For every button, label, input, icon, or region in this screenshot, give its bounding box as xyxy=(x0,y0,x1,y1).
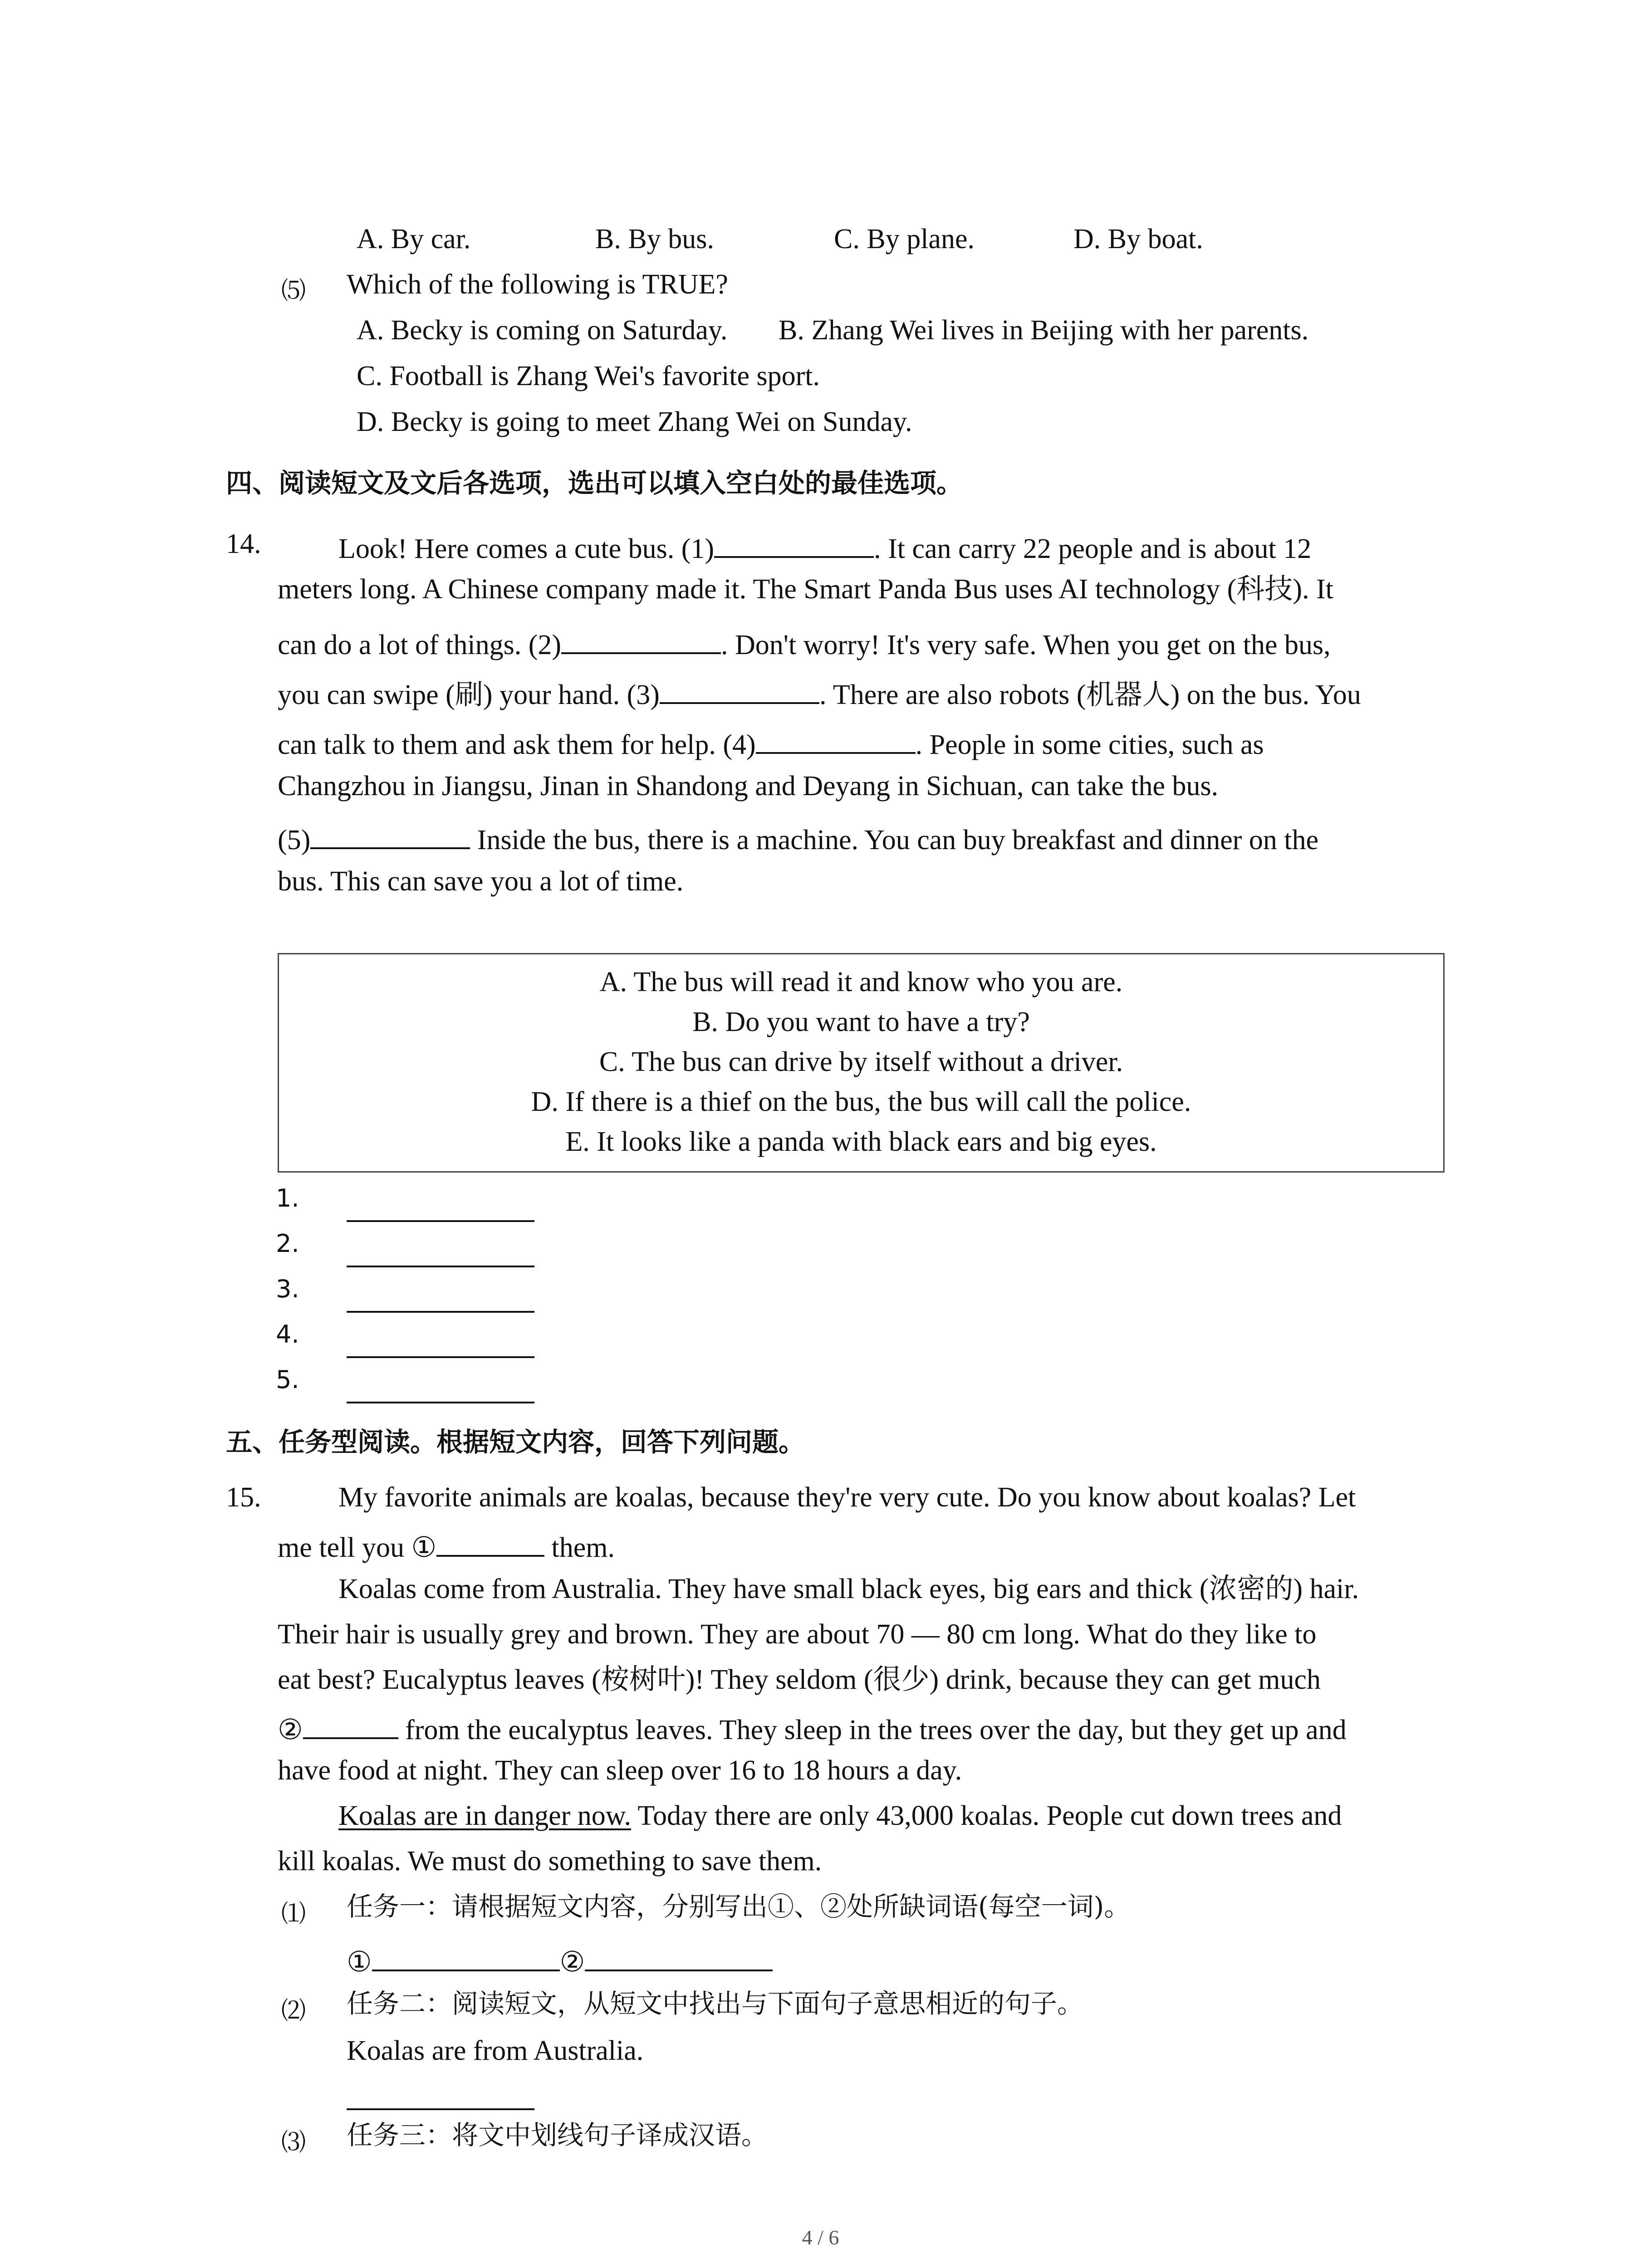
option-a: A. By car. xyxy=(357,224,471,254)
passage-line: bus. This can save you a lot of time. xyxy=(278,866,684,897)
option-d: D. By boat. xyxy=(1073,224,1203,254)
option-b: B. Zhang Wei lives in Beijing with her parents. xyxy=(779,315,1309,346)
question-text: Which of the following is TRUE? xyxy=(347,269,728,300)
blank-1[interactable] xyxy=(436,1529,544,1557)
section-heading: 五、任务型阅读。根据短文内容，回答下列问题。 xyxy=(226,1427,805,1457)
passage-line: My favorite animals are koalas, because they're very cute. Do you know about koalas? Let xyxy=(338,1482,1356,1513)
answer-line-5[interactable] xyxy=(347,1402,534,1403)
option-d: D. Becky is going to meet Zhang Wei on Sunday. xyxy=(357,406,912,437)
task-2-instruction: 任务二：阅读短文，从短文中找出与下面句子意思相近的句子。 xyxy=(347,1988,1084,2019)
option-b: B. By bus. xyxy=(595,224,714,254)
passage-line: (5) Inside the bus, there is a machine. You can buy breakfast and dinner on the xyxy=(278,821,1318,854)
option-c: C. By plane. xyxy=(834,224,975,254)
option-d: D. If there is a thief on the bus, the bus will call the police. xyxy=(531,1086,1191,1117)
passage-line: me tell you ① them. xyxy=(278,1529,615,1562)
answer-line-1[interactable] xyxy=(347,1220,534,1222)
task-number: ⑶ xyxy=(281,2128,306,2156)
option-a: A. Becky is coming on Saturday. xyxy=(357,315,728,346)
blank-2[interactable] xyxy=(561,626,721,654)
passage-line: Look! Here comes a cute bus. (1) . It can carry 22 people and is about 12 xyxy=(338,530,1311,563)
answer-number: 3. xyxy=(276,1275,299,1303)
option-b: B. Do you want to have a try? xyxy=(692,1007,1030,1037)
task-1-answers: ① ② xyxy=(347,1943,773,1976)
task-2-answer-line[interactable] xyxy=(347,2108,534,2110)
underlined-sentence: Koalas are in danger now. xyxy=(338,1800,632,1831)
option-e: E. It looks like a panda with black ears and big eyes. xyxy=(565,1126,1157,1157)
passage-line: Changzhou in Jiangsu, Jinan in Shandong and Deyang in Sichuan, can take the bus. xyxy=(278,771,1219,802)
passage-line: Koalas come from Australia. They have small black eyes, big ears and thick (浓密的) hair. xyxy=(338,1574,1359,1604)
answer-number: 2. xyxy=(276,1229,299,1258)
blank-1[interactable] xyxy=(714,530,874,558)
passage-line: Their hair is usually grey and brown. They are about 70 — 80 cm long. What do they like to xyxy=(278,1619,1317,1650)
task-number: ⑵ xyxy=(281,1996,306,2025)
task-2-sentence: Koalas are from Australia. xyxy=(347,2035,644,2066)
options-box xyxy=(278,953,1445,1173)
passage-line: eat best? Eucalyptus leaves (桉树叶)! They seldom (很少) drink, because they can get much xyxy=(278,1664,1321,1695)
answer-blank-1[interactable] xyxy=(372,1943,560,1971)
answer-number: 4. xyxy=(276,1320,299,1349)
passage-line: meters long. A Chinese company made it. The Smart Panda Bus uses AI technology (科技). It xyxy=(278,574,1333,605)
option-a: A. The bus will read it and know who you are. xyxy=(599,967,1123,997)
blank-2[interactable] xyxy=(303,1711,398,1739)
page-number: 4 / 6 xyxy=(802,2226,839,2249)
answer-number: 5. xyxy=(276,1365,299,1394)
answer-line-3[interactable] xyxy=(347,1311,534,1313)
blank-3[interactable] xyxy=(660,676,819,704)
answer-blank-2[interactable] xyxy=(585,1943,773,1971)
passage-line: Koalas are in danger now. Today there are only 43,000 koalas. People cut down trees and xyxy=(338,1800,1342,1831)
passage-line: kill koalas. We must do something to save them. xyxy=(278,1846,822,1877)
passage-line: you can swipe (刷) your hand. (3) . There are also robots (机器人) on the bus. You xyxy=(278,676,1361,709)
passage-line: can talk to them and ask them for help. (4) . People in some cities, such as xyxy=(278,726,1264,759)
question-number: ⑸ xyxy=(281,276,306,305)
task-3-instruction: 任务三：将文中划线句子译成汉语。 xyxy=(347,2120,768,2151)
task-1-instruction: 任务一：请根据短文内容，分别写出①、②处所缺词语(每空一词)。 xyxy=(347,1891,1131,1922)
section-heading: 四、阅读短文及文后各选项，选出可以填入空白处的最佳选项。 xyxy=(226,468,963,499)
passage-line: ② from the eucalyptus leaves. They sleep in the trees over the day, but they get up and xyxy=(278,1711,1347,1744)
passage-line: can do a lot of things. (2) . Don't worry! It's very safe. When you get on the bus, xyxy=(278,626,1331,659)
question-number: 14. xyxy=(226,528,261,559)
option-c: C. The bus can drive by itself without a driver. xyxy=(599,1046,1123,1077)
blank-5[interactable] xyxy=(310,821,470,849)
passage-line: have food at night. They can sleep over 16 to 18 hours a day. xyxy=(278,1755,962,1786)
option-c: C. Football is Zhang Wei's favorite sport. xyxy=(357,361,820,391)
blank-4[interactable] xyxy=(756,726,916,754)
question-number: 15. xyxy=(226,1482,261,1513)
answer-line-2[interactable] xyxy=(347,1266,534,1267)
answer-line-4[interactable] xyxy=(347,1356,534,1358)
task-number: ⑴ xyxy=(281,1899,306,1928)
answer-number: 1. xyxy=(276,1184,299,1212)
